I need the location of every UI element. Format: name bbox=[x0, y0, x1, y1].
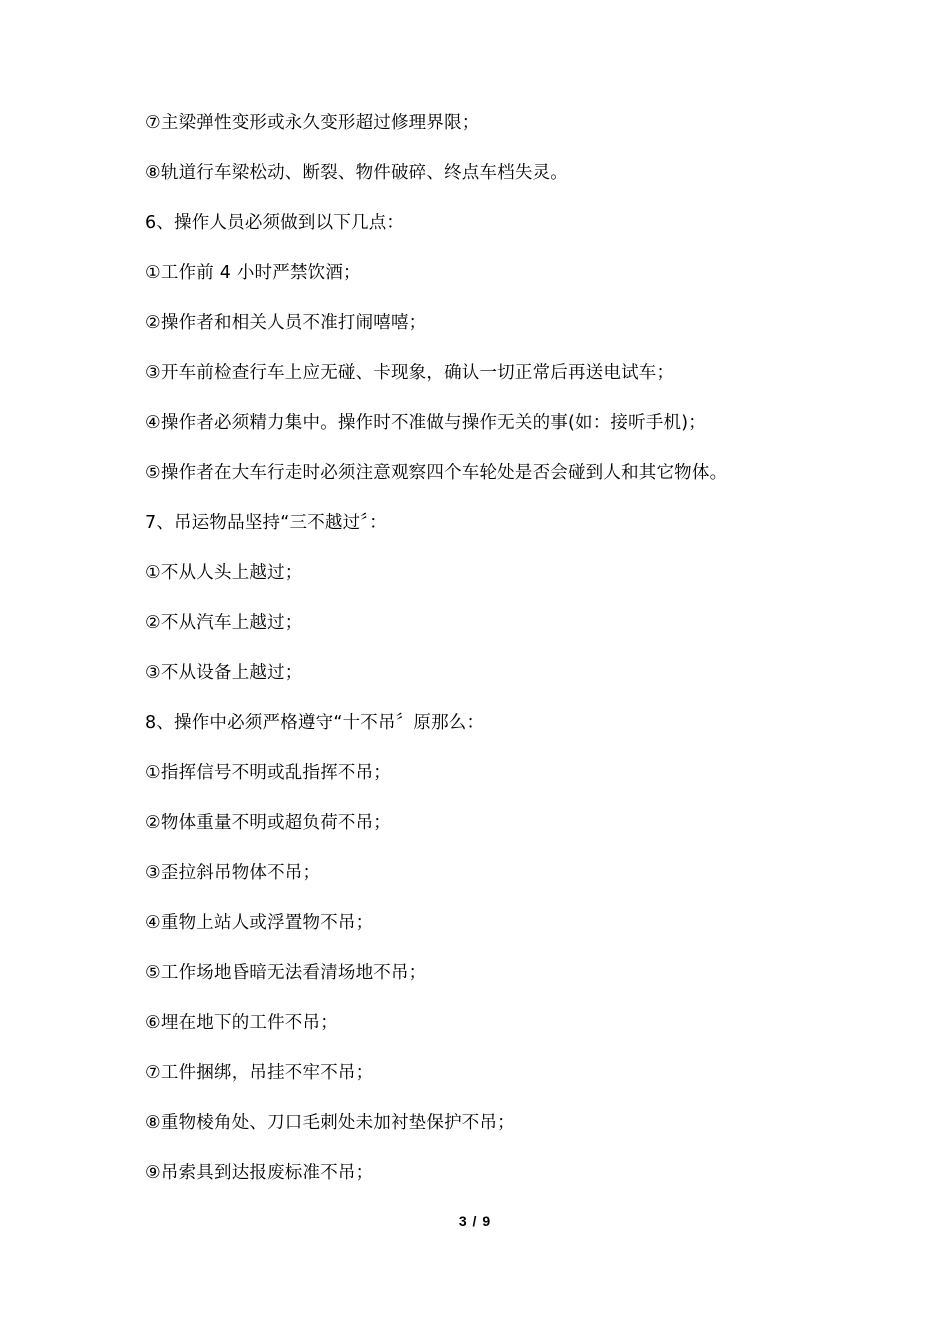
text-line: ⑦工件捆绑，吊挂不牢不吊； bbox=[145, 1063, 374, 1083]
text-line: ③不从设备上越过； bbox=[145, 663, 303, 683]
text-line: ⑧重物棱角处、刀口毛刺处未加衬垫保护不吊； bbox=[145, 1113, 515, 1133]
text-line: ③歪拉斜吊物体不吊； bbox=[145, 863, 321, 883]
text-line: ②物体重量不明或超负荷不吊； bbox=[145, 813, 391, 833]
text-line: ②操作者和相关人员不准打闹嘻嘻； bbox=[145, 313, 427, 333]
text-line: ⑥埋在地下的工件不吊； bbox=[145, 1013, 338, 1033]
document-body bbox=[145, 108, 845, 1208]
text-line: ①指挥信号不明或乱指挥不吊； bbox=[145, 763, 391, 783]
text-line: ④重物上站人或浮置物不吊； bbox=[145, 913, 374, 933]
text-line: ⑨吊索具到达报废标准不吊； bbox=[145, 1163, 374, 1183]
section-heading: 7、吊运物品坚持“三不越过〞： bbox=[145, 513, 387, 533]
text-line: ④操作者必须精力集中。操作时不准做与操作无关的事(如：接听手机)； bbox=[145, 413, 706, 433]
text-line: ⑤工作场地昏暗无法看清场地不吊； bbox=[145, 963, 427, 983]
text-line: ②不从汽车上越过； bbox=[145, 613, 303, 633]
text-line: ①工作前 4 小时严禁饮酒； bbox=[145, 263, 361, 283]
section-heading: 6、操作人员必须做到以下几点： bbox=[145, 213, 405, 233]
text-line: ③开车前检查行车上应无碰、卡现象，确认一切正常后再送电试车； bbox=[145, 363, 675, 383]
text-line: ⑦主梁弹性变形或永久变形超过修理界限； bbox=[145, 113, 480, 133]
page-number: 3 / 9 bbox=[458, 1213, 492, 1229]
text-line: ⑧轨道行车梁松动、断裂、物件破碎、终点车档失灵。 bbox=[145, 163, 568, 183]
section-heading: 8、操作中必须严格遵守“十不吊〞原那么： bbox=[145, 713, 485, 733]
text-line: ①不从人头上越过； bbox=[145, 563, 303, 583]
text-line: ⑤操作者在大车行走时必须注意观察四个车轮处是否会碰到人和其它物体。 bbox=[145, 463, 728, 483]
